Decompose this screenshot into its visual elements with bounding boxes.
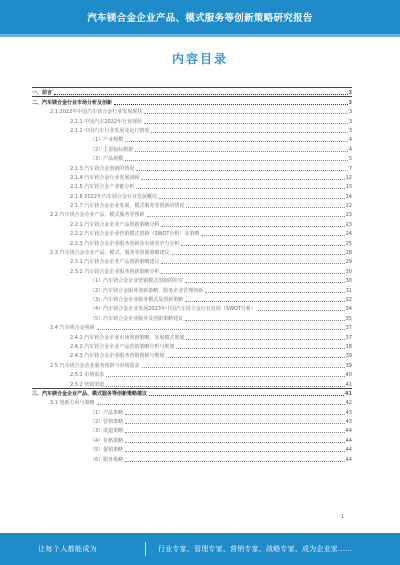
report-header (0, 0, 400, 34)
toc-entry-page: 41 (345, 390, 352, 397)
toc-leader-dots (136, 184, 344, 189)
toc-entry[interactable] (32, 218, 352, 227)
toc-entry-label: 2.1.6 2022年汽车镁合金行业发展概况 (70, 193, 158, 200)
toc-entry-label: 3.1 创新方向与策略 (50, 400, 95, 407)
toc-entry-label: 二、汽车镁合金行业市场分析及创新 (32, 99, 113, 106)
toc-entry-label: 2.1.2 中国汽车行业发展及运行情况 (70, 127, 150, 134)
toc-entry-page: 3 (348, 90, 352, 97)
toc-entry[interactable] (32, 275, 352, 284)
toc-entry-page: 23 (345, 221, 352, 228)
toc-entry-label: 2.2.2 汽车镁合金企业营销模式创新（SWOT分析）及策略 (70, 231, 200, 238)
toc-leader-dots (166, 353, 344, 358)
toc-leader-dots (172, 250, 345, 255)
toc-entry-page: 3 (348, 99, 352, 106)
toc-entry-label: 2.1.5 汽车镁合金产业链分析 (70, 184, 135, 191)
toc-entry-page: 14 (345, 193, 352, 200)
toc-entry-label: 2.4.2 汽车镁合金企业产品营销策略分析与规划 (70, 343, 175, 350)
toc-leader-dots (181, 241, 344, 246)
toc-leader-dots (135, 147, 348, 152)
toc-entry[interactable] (32, 294, 352, 303)
toc-entry-page: 22 (345, 203, 352, 210)
toc-entry-label: （2）主要指标数据 (90, 146, 134, 153)
report-title: 汽车镁合金企业产品、模式服务等创新策略研究报告 (87, 13, 313, 24)
toc-entry[interactable] (32, 303, 352, 312)
toc-entry[interactable] (32, 434, 352, 443)
toc-entry-label: （3）汽车镁合金企业服务模式及创新策略 (90, 296, 184, 303)
toc-entry-label: 2.1.7 汽车镁合金企业发展、模式服务等创新的情况 (70, 203, 185, 210)
toc-entry-page: 12 (345, 174, 352, 181)
toc-entry-label: （1）汽车镁合金企业营销模式创新的应对 (90, 278, 184, 285)
toc-entry-page: 32 (345, 296, 352, 303)
toc-leader-dots (186, 203, 344, 208)
toc-leader-dots (125, 410, 344, 415)
toc-entry-page: 39 (345, 362, 352, 369)
toc-entry-page: 23 (345, 212, 352, 219)
toc-entry-page: 43 (345, 409, 352, 416)
toc-entry[interactable] (32, 284, 352, 293)
toc-entry-label: 2.4.1 汽车镁合金企业市场创新策略、发展模式规划 (70, 334, 185, 341)
toc-leader-dots (97, 400, 345, 405)
toc-entry-page: 5 (348, 156, 352, 163)
toc-leader-dots (142, 363, 345, 368)
toc-entry-page: 3 (348, 127, 352, 134)
toc-entry[interactable] (32, 162, 352, 171)
toc-entry[interactable] (32, 378, 352, 387)
toc-leader-dots (125, 457, 344, 462)
toc-leader-dots (185, 278, 344, 283)
toc-entry-page: 13 (345, 184, 352, 191)
toc-leader-dots (54, 90, 348, 95)
toc-entry[interactable] (32, 96, 352, 105)
toc-entry[interactable] (32, 209, 352, 218)
toc-entry-label: 2.4.3 汽车镁合金企业服务营销创新与规划 (70, 353, 165, 360)
toc-leader-dots (106, 382, 344, 387)
toc-entry[interactable] (32, 359, 352, 368)
toc-leader-dots (149, 391, 344, 396)
toc-entry[interactable] (32, 228, 352, 237)
footer-slogan-left: 让每个人都能成为 (38, 545, 98, 553)
toc-entry-page: 7 (348, 165, 352, 172)
toc-entry-label: 2.4 汽车镁合金创新 (50, 325, 95, 332)
toc-leader-dots (125, 419, 344, 424)
toc-entry-label: 2.2.1 汽车镁合金企业产品创新策略分析 (70, 221, 160, 228)
toc-entry-label: 2.1.4 汽车镁合金行业发展回顾 (70, 174, 140, 181)
toc-entry-label: （6）服务策略 (90, 456, 124, 463)
toc-entry[interactable] (32, 134, 352, 143)
toc-entry[interactable] (32, 331, 352, 340)
toc-entry-label: 2.5.2 营销渠道 (70, 381, 105, 388)
header-stripe (0, 34, 400, 37)
toc-entry[interactable] (32, 106, 352, 115)
toc-entry-page: 37 (345, 334, 352, 341)
toc-entry[interactable] (32, 312, 352, 321)
toc-entry-label: 2.1.3 汽车镁合金创新的情况 (70, 165, 135, 172)
toc-entry[interactable] (32, 200, 352, 209)
toc-entry-page: 4 (348, 146, 352, 153)
toc-leader-dots (159, 194, 345, 199)
toc-entry-page: 43 (345, 419, 352, 426)
toc-entry[interactable] (32, 350, 352, 359)
toc-leader-dots (106, 372, 344, 377)
toc-entry[interactable] (32, 397, 352, 406)
toc-entry-page: 40 (345, 372, 352, 379)
toc-entry-label: （3）渠道策略 (90, 428, 124, 435)
toc-entry[interactable] (32, 416, 352, 425)
toc-leader-dots (186, 335, 344, 340)
toc-entry[interactable] (32, 265, 352, 274)
toc-entry-page: 4 (348, 137, 352, 144)
toc-entry-label: （4）汽车镁合金企业发展2023年中国汽车镁合金行业发展（SWOT分析） (90, 306, 257, 313)
toc-entry-page: 44 (345, 437, 352, 444)
toc-entry-label: 2.1.1 中国汽车2022年行业现状 (70, 118, 143, 125)
footer-divider (145, 542, 146, 556)
toc-entry[interactable] (32, 406, 352, 415)
toc-entry-page: 29 (345, 259, 352, 266)
page-number: 1 (341, 514, 345, 520)
toc-leader-dots (205, 288, 344, 293)
toc-entry-label: 2.2.3 汽车镁合金企业服务创新及市场竞争力分析 (70, 240, 180, 247)
toc-leader-dots (176, 344, 344, 349)
toc-entry[interactable] (32, 425, 352, 434)
toc-entry[interactable] (32, 125, 352, 134)
toc-entry-page: 38 (345, 343, 352, 350)
toc-entry[interactable] (32, 153, 352, 162)
toc-entry-page: 44 (345, 456, 352, 463)
footer-slogan-right: 行业专家、管理专家、营销专家、战略专家、成为企业家…… (158, 545, 353, 553)
toc-leader-dots (125, 447, 344, 452)
toc-entry-label: （5）促销策略 (90, 447, 124, 454)
toc-entry-page: 37 (345, 325, 352, 332)
toc-entry-page: 25 (345, 240, 352, 247)
toc-entry-page: 34 (345, 306, 352, 313)
toc-leader-dots (125, 156, 348, 161)
toc-leader-dots (151, 128, 347, 133)
toc-entry-label: 2.3 汽车镁合金企业产品、模式、服务等创新策略建议 (50, 250, 170, 257)
toc-entry-page: 39 (345, 353, 352, 360)
toc-entry-page: 28 (345, 250, 352, 257)
toc-entry-label: （1）产业规模 (90, 137, 124, 144)
toc-leader-dots (161, 269, 344, 274)
toc-entry-page: 42 (345, 400, 352, 407)
footer-banner (0, 533, 400, 565)
toc-entry[interactable] (32, 369, 352, 378)
toc-entry-label: 2.5 汽车镁合金企业服务创新与市场需求 (50, 362, 140, 369)
toc-entry-label: 2.2 汽车镁合金企业产品、模式服务等创新 (50, 212, 145, 219)
toc-entry-page: 31 (345, 287, 352, 294)
toc-entry[interactable] (32, 322, 352, 331)
toc-entry[interactable] (32, 453, 352, 462)
toc-leader-dots (258, 306, 345, 311)
toc-entry[interactable] (32, 172, 352, 181)
toc-entry[interactable] (32, 237, 352, 246)
toc-entry-page: 3 (348, 109, 352, 116)
toc-leader-dots (144, 109, 348, 114)
toc-entry[interactable] (32, 190, 352, 199)
toc-entry-page: 41 (345, 381, 352, 388)
toc-entry[interactable] (32, 444, 352, 453)
toc-leader-dots (201, 231, 344, 236)
toc-entry-page: 3 (348, 118, 352, 125)
toc-entry-page: 44 (345, 447, 352, 454)
toc-entry-label: 2.3.1 汽车镁合金企业产品创新策略建议 (70, 259, 160, 266)
toc-entry-label: （2）营销策略 (90, 419, 124, 426)
toc-entry-label: （2）汽车镁合金服务创新策略、服务企业管理创新 (90, 287, 204, 294)
toc-leader-dots (125, 428, 344, 433)
toc-entry[interactable] (32, 247, 352, 256)
toc-leader-dots (147, 212, 345, 217)
toc-entry-page: 35 (345, 315, 352, 322)
toc-entry-label: （1）产品策略 (90, 409, 124, 416)
toc-entry-label: 2.1 2022年中国汽车镁合金行业发展现状 (50, 109, 143, 116)
toc-entry[interactable] (32, 181, 352, 190)
toc-entry-label: （4）价格策略 (90, 437, 124, 444)
toc-leader-dots (185, 297, 344, 302)
toc-entry[interactable] (32, 341, 352, 350)
toc-entry[interactable] (32, 115, 352, 124)
toc-leader-dots (97, 325, 345, 330)
toc-entry-label: （5）汽车镁合金企业服务及创新策略建议 (90, 315, 184, 322)
toc-leader-dots (125, 438, 344, 443)
toc-entry-label: （3）产品规模 (90, 156, 124, 163)
toc-entry-label: 2.5.1 市场需求 (70, 372, 105, 379)
toc-entry[interactable] (32, 87, 352, 96)
toc-leader-dots (144, 119, 348, 124)
toc-entry-label: 三、汽车镁合金企业产品、模式服务等创新策略建议 (32, 390, 148, 397)
toc-leader-dots (136, 166, 347, 171)
toc-leader-dots (185, 316, 344, 321)
table-of-contents (32, 87, 352, 463)
toc-entry-page: 44 (345, 428, 352, 435)
toc-entry-label: 一、前言 (32, 90, 53, 97)
toc-entry-page: 30 (345, 278, 352, 285)
toc-leader-dots (125, 137, 348, 142)
toc-leader-dots (114, 100, 348, 105)
toc-entry-page: 24 (345, 231, 352, 238)
toc-entry[interactable] (32, 143, 352, 152)
toc-entry-page: 30 (345, 268, 352, 275)
toc-title: 内容目录 (171, 52, 228, 66)
toc-leader-dots (161, 222, 344, 227)
toc-entry[interactable] (32, 256, 352, 265)
toc-entry[interactable] (32, 388, 352, 397)
toc-entry-label: 2.3.2 汽车镁合金企业服务创新策略分析 (70, 268, 160, 275)
toc-leader-dots (141, 175, 344, 180)
toc-leader-dots (161, 259, 344, 264)
